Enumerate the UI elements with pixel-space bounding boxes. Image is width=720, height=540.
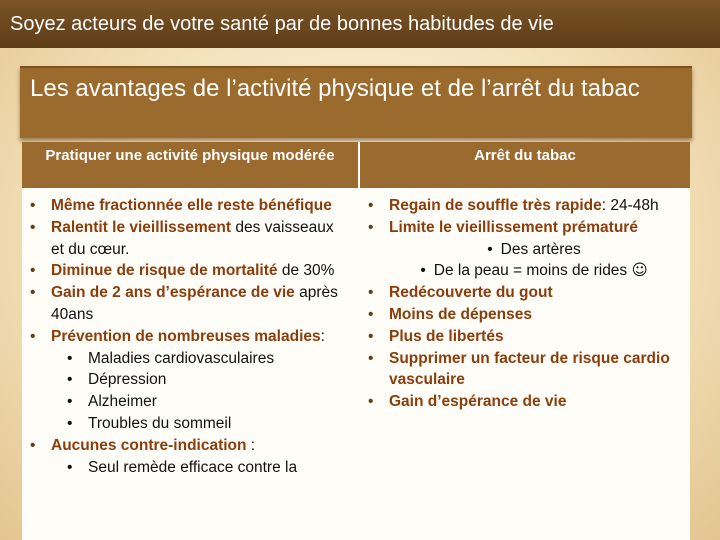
activity-benefits-list <box>22 195 358 478</box>
sub-list-item: • Alzheimer <box>22 391 358 413</box>
item-text: après 40ans <box>51 284 338 323</box>
item-text: : <box>246 436 256 454</box>
tobacco-benefits-list <box>360 195 690 413</box>
list-item <box>360 348 690 392</box>
item-highlight: Supprimer un facteur de risque cardio vasculaire <box>389 349 670 389</box>
list-item <box>22 282 358 326</box>
list-item <box>22 260 358 282</box>
item-text: des vaisseaux et du cœur. <box>51 218 334 258</box>
item-highlight: Limite le vieillissement prématuré <box>389 218 638 236</box>
list-item <box>360 391 690 413</box>
sub-list-item <box>360 239 690 261</box>
list-item <box>360 326 690 348</box>
list-item <box>360 304 690 326</box>
bullet-icon: • <box>420 262 426 280</box>
item-highlight: Moins de dépenses <box>389 305 532 323</box>
top-banner: Soyez acteurs de votre santé par de bonnes habitudes de vie <box>0 0 720 48</box>
item-highlight: Regain de souffle très rapide <box>389 197 602 214</box>
item-highlight: Gain de 2 ans d’espérance de vie <box>51 284 295 302</box>
column-header-activity: Pratiquer une activité physique modérée <box>22 142 358 188</box>
bullet-icon: • <box>487 240 493 258</box>
list-item <box>22 195 358 217</box>
list-item <box>360 195 690 217</box>
item-highlight: Aucunes contre-indication <box>51 436 247 454</box>
sub-list-item: • Seul remède efficace contre la <box>22 457 358 479</box>
column-header-tobacco: Arrêt du tabac <box>358 142 690 188</box>
item-text: de 30% <box>277 262 335 280</box>
list-item <box>360 217 690 239</box>
list-item <box>22 217 358 261</box>
item-highlight: Redécouverte du gout <box>389 284 553 302</box>
list-item <box>360 282 690 304</box>
item-highlight: Prévention de nombreuses maladies <box>51 327 321 345</box>
item-highlight: Plus de libertés <box>389 327 504 345</box>
item-highlight: Ralentit le vieillissement <box>51 218 232 236</box>
smiley-icon: ☺ <box>631 261 648 280</box>
item-highlight: Gain d’espérance de vie <box>389 393 567 411</box>
sub-item-text: De la peau = moins de rides <box>433 262 632 280</box>
sub-list-item: • Troubles du sommeil <box>22 413 358 435</box>
item-text: : 24-48h <box>601 197 659 214</box>
list-item <box>22 326 358 348</box>
sub-item-text: Des artères <box>500 240 581 258</box>
item-text: : <box>320 327 325 345</box>
sub-list-item: • Dépression <box>22 369 358 391</box>
item-highlight: Même fractionnée elle reste bénéfique <box>51 197 332 214</box>
activity-benefits-cell <box>22 188 358 540</box>
sub-list-item <box>360 260 690 282</box>
tobacco-benefits-cell <box>358 188 690 540</box>
slide-title: Les avantages de l’activité physique et de l’arrêt du tabac <box>20 66 692 138</box>
sub-list-item: • Maladies cardiovasculaires <box>22 348 358 370</box>
item-highlight: Diminue de risque de mortalité <box>51 262 278 280</box>
list-item <box>22 435 358 457</box>
